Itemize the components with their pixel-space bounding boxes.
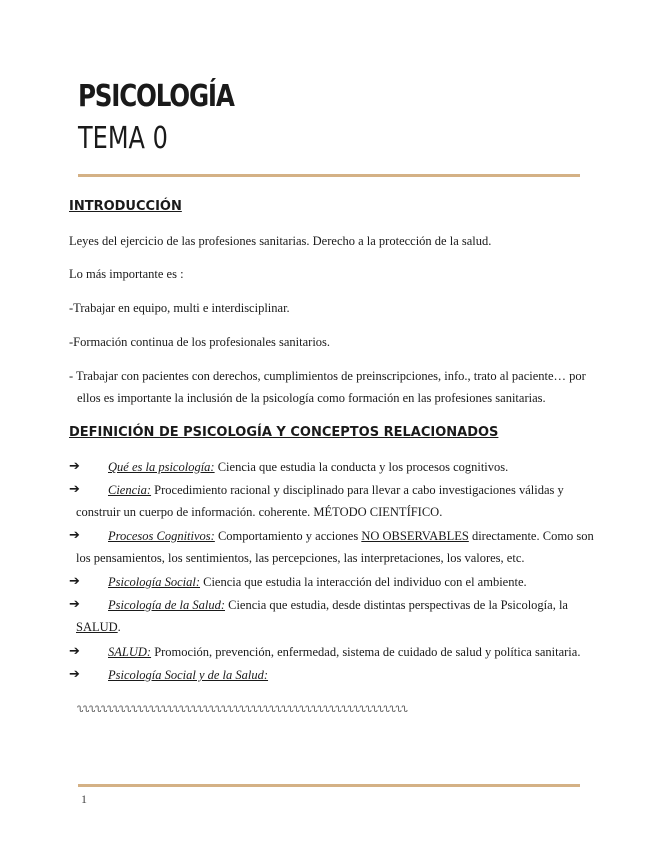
definition-emphasis: NO OBSERVABLES <box>361 529 469 543</box>
definitions-heading: DEFINICIÓN DE PSICOLOGÍA Y CONCEPTOS RELACIONADOS <box>69 425 499 440</box>
decorative-squiggle-divider: ᔐᔐᔐᔐᔐᔐᔐᔐᔐᔐᔐᔐᔐᔐᔐᔐᔐᔐᔐᔐᔐᔐᔐᔐᔐᔐᔐᔐᔐᔐᔐᔐᔐᔐᔐᔐᔐᔐᔐᔐᔐᔐᔐᔐᔐᔐᔐᔐᔐᔐᔐᔐᔐᔐᔐ <box>77 705 408 715</box>
definition-item <box>69 594 614 638</box>
definition-item <box>69 571 614 593</box>
document-title-block <box>78 79 268 156</box>
arrow-right-icon: ➔ <box>69 644 80 659</box>
definition-text: Ciencia que estudia, desde distintas perspectivas de la Psicología, la <box>225 598 568 612</box>
intro-heading: INTRODUCCIÓN <box>69 199 182 214</box>
page-number: 1 <box>81 792 87 806</box>
definition-continuation: los pensamientos, los sentimientos, las percepciones, las interpretaciones, los valores, etc. <box>76 551 525 565</box>
intro-paragraph-5-line-2: ellos es importante la inclusión de la psicología como formación en las profesiones sanitarias. <box>77 391 546 405</box>
definition-continuation: . <box>117 620 121 634</box>
document-subtitle: TEMA 0 <box>78 121 168 156</box>
arrow-right-icon: ➔ <box>69 528 80 543</box>
header-divider <box>78 174 580 177</box>
intro-paragraph-1: Leyes del ejercicio de las profesiones sanitarias. Derecho a la protección de la salud. <box>69 234 492 248</box>
definition-continuation: construir un cuerpo de información. coherente. MÉTODO CIENTÍFICO. <box>76 505 443 519</box>
intro-paragraph-4: -Formación continua de los profesionales sanitarios. <box>69 335 331 349</box>
definition-text: Comportamiento y acciones <box>214 529 362 543</box>
definition-term: Procesos Cognitivos: <box>108 529 215 543</box>
definition-term: Psicología de la Salud: <box>108 598 225 612</box>
definition-term: Ciencia: <box>108 483 152 497</box>
definition-text: directamente. Como son <box>468 529 594 543</box>
definition-term: Psicología Social: <box>108 575 200 589</box>
definition-text: Ciencia que estudia la conducta y los procesos cognitivos. <box>214 460 509 474</box>
document-title: PSICOLOGÍA <box>78 79 234 114</box>
intro-paragraph-5-line-1: - Trabajar con pacientes con derechos, cumplimientos de preinscripciones, info., trato al paciente… por <box>69 369 586 383</box>
definition-text: Procedimiento racional y disciplinado para llevar a cabo investigaciones válidas y <box>151 483 564 497</box>
intro-paragraph-2: Lo más importante es : <box>69 267 184 281</box>
arrow-right-icon: ➔ <box>69 459 80 474</box>
definition-text: Ciencia que estudia la interacción del individuo con el ambiente. <box>200 575 527 589</box>
definition-item <box>69 525 614 569</box>
definition-item <box>69 456 614 478</box>
definition-text: Promoción, prevención, enfermedad, sistema de cuidado de salud y política sanitaria. <box>151 645 581 659</box>
definition-term: Psicología Social y de la Salud: <box>108 668 269 682</box>
intro-paragraph-5 <box>69 365 614 409</box>
definition-item <box>69 641 614 663</box>
definition-item <box>69 664 614 686</box>
arrow-right-icon: ➔ <box>69 597 80 612</box>
definition-term: SALUD: <box>108 645 152 659</box>
footer-divider <box>78 784 580 787</box>
definition-item <box>69 479 614 523</box>
arrow-right-icon: ➔ <box>69 482 80 497</box>
definition-term: Qué es la psicología: <box>108 460 215 474</box>
definition-emphasis: SALUD <box>76 620 118 634</box>
arrow-right-icon: ➔ <box>69 574 80 589</box>
intro-paragraph-3: -Trabajar en equipo, multi e interdisciplinar. <box>69 301 290 315</box>
arrow-right-icon: ➔ <box>69 667 80 682</box>
